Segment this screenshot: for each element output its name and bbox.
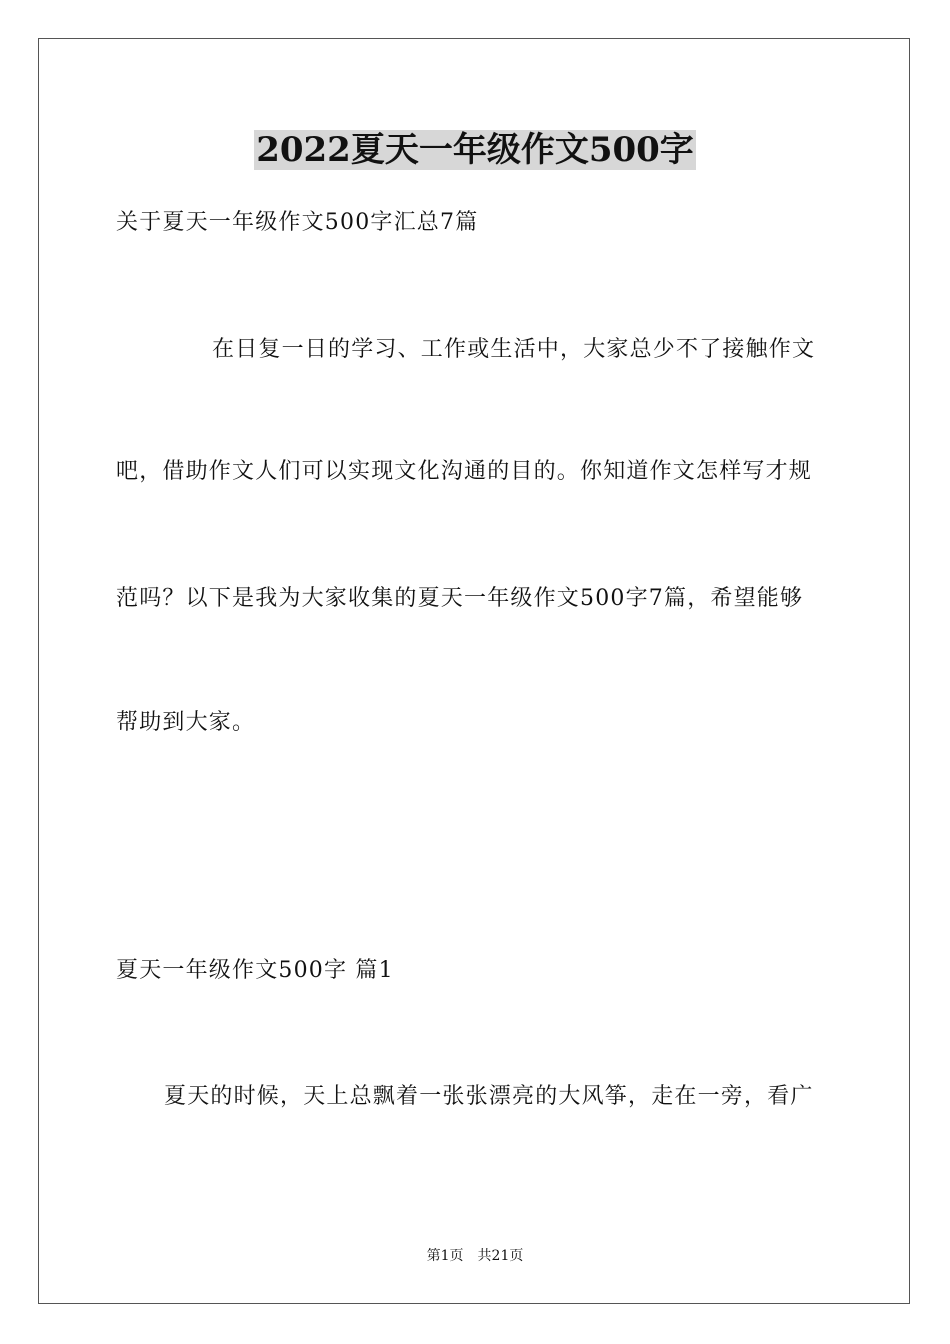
page-total: 共21页 [477,1248,524,1264]
intro-line-1: 在日复一日的学习、工作或生活中，大家总少不了接触作文 [212,337,816,362]
page-number: 第1页 [426,1248,464,1264]
intro-line-2: 吧，借助作文人们可以实现文化沟通的目的。你知道作文怎样写才规 [116,459,813,484]
document-title [0,126,950,174]
document-title-text: 2022夏天一年级作文500字 [256,130,694,170]
intro-line-3: 范吗？以下是我为大家收集的夏天一年级作文500字7篇，希望能够 [116,586,804,611]
section-heading: 夏天一年级作文500字 篇1 [116,958,394,983]
page-footer [0,1246,950,1266]
intro-line-4: 帮助到大家。 [116,710,256,735]
section-line-1: 夏天的时候，天上总飘着一张张漂亮的大风筝，走在一旁，看广 [164,1084,814,1109]
document-subtitle: 关于夏天一年级作文500字汇总7篇 [116,210,479,235]
